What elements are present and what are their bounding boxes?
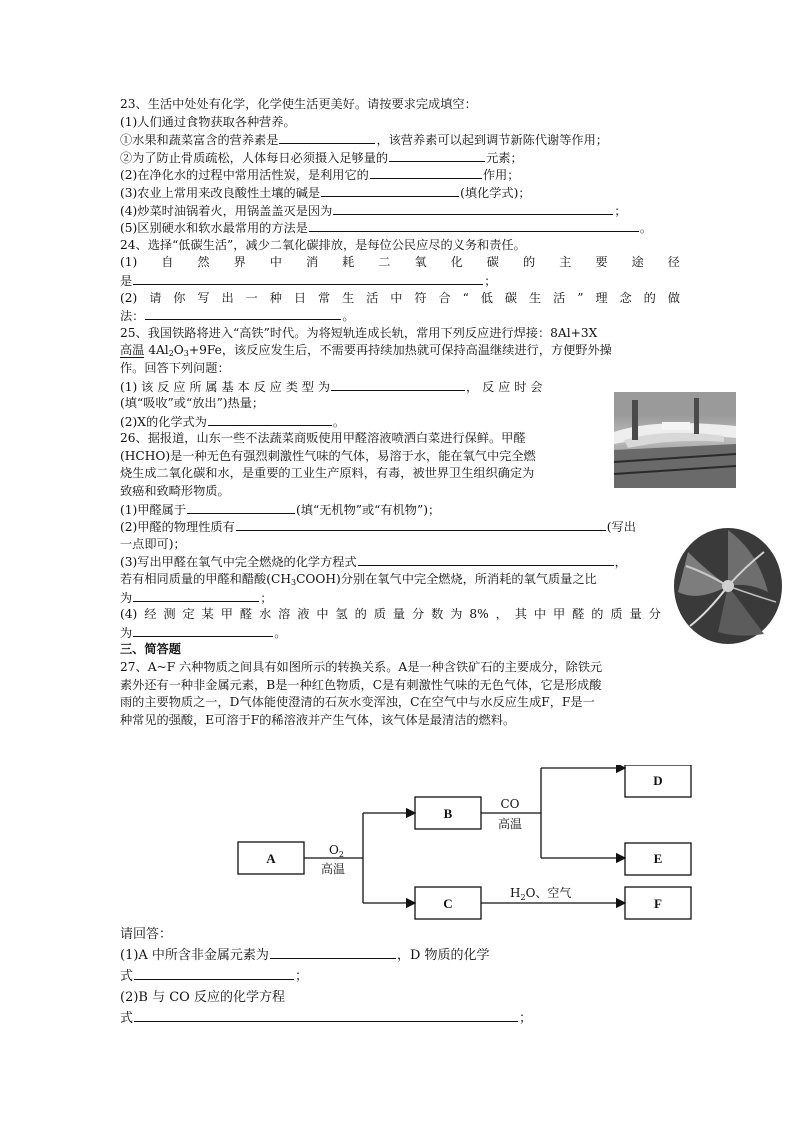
glyph: 碳	[486, 255, 499, 270]
q23-stem: 23、生活中处处有化学，化学使生活更美好。请按要求完成填空：	[120, 97, 477, 111]
glyph: 碳	[504, 290, 518, 305]
glyph: 水	[258, 607, 272, 622]
glyph: 理	[595, 290, 608, 305]
q27-stem-line3: 雨的主要物质之一，D气体能使澄清的石灰水变浑浊，C在空气中与水反应生成F，F是一	[120, 695, 595, 710]
answer-blank[interactable]	[145, 307, 341, 320]
glyph: 量	[392, 607, 406, 622]
q24-part2-cont: 法： 。	[120, 309, 355, 324]
q26-part3-cont2: 为 ；	[120, 590, 273, 605]
q24-part1-cont: 是 ；	[120, 273, 497, 288]
conversion-diagram	[235, 765, 705, 925]
glyph: 你	[173, 290, 186, 305]
answer-blank[interactable]	[133, 589, 259, 602]
glyph: 液	[297, 607, 310, 622]
answer-2: (2)B 与 CO 反应的化学方程	[120, 990, 285, 1005]
glyph: “	[462, 290, 469, 305]
glyph: 耗	[342, 255, 355, 270]
glyph: 定	[182, 607, 195, 622]
q24-part1	[120, 254, 680, 272]
glyph: 出	[221, 290, 234, 305]
glyph: ，	[495, 607, 508, 622]
glyph: 写	[197, 290, 210, 305]
glyph: 的	[522, 255, 536, 270]
glyph: 质	[610, 607, 623, 622]
q23-part3: (3)农业上常用来改良酸性土壤的碱是 (填化学式)；	[120, 185, 531, 200]
glyph: 氢	[335, 607, 348, 622]
q27-stem-line1: 27、A~F 六种物质之间具有如图所示的转换关系。A是一种含铁矿石的主要成分，除铁元	[120, 660, 603, 674]
glyph: 分	[648, 607, 661, 622]
glyph: 种	[269, 290, 282, 305]
label-b: B	[443, 806, 453, 821]
glyph: 然	[197, 255, 210, 270]
glyph: 甲	[220, 607, 233, 622]
answer-blank[interactable]	[208, 413, 332, 426]
glyph: 经	[144, 607, 157, 622]
answer-section	[120, 924, 680, 1029]
answer-blank[interactable]	[309, 219, 639, 232]
q23-part5: (5)区别硬水和软水最常用的方法是 。	[120, 221, 653, 236]
q25-part2: (2)X的化学式为 。	[120, 414, 346, 429]
glyph: 符	[414, 290, 427, 305]
answer-blank[interactable]	[133, 624, 273, 637]
glyph: 其	[514, 607, 527, 622]
glyph: 二	[378, 255, 391, 270]
q27-stem-line2: 素外还有一种非金属元素，B是一种红色物质，C是有刺激性气味的无色气体，它是形成酸	[120, 677, 602, 692]
q26-stem-line4: 致癌和致畸形物质。	[120, 484, 230, 499]
glyph: (4)	[120, 607, 138, 622]
glyph: 中	[390, 290, 403, 305]
answer-blank[interactable]	[270, 946, 396, 959]
q26-part3-cont: 若有相同质量的甲醛和醋酸$(CH_3COOH)$分别在氧气中完全燃烧，所消耗的氧气质量之比	[120, 572, 597, 588]
glyph: (1)	[120, 255, 138, 270]
q23-part1: (1)人们通过食物获取各种营养。	[120, 114, 296, 129]
glyph: 常	[317, 290, 331, 305]
glyph: (2)	[120, 290, 138, 305]
cond-high-temp-2: 高温	[497, 817, 523, 831]
answer-blank[interactable]	[279, 131, 375, 144]
answer-blank[interactable]	[321, 184, 459, 197]
glyph: 分	[411, 607, 425, 622]
q23-part1b: ②为了防止骨质疏松，人体每日必须摄入足够量的 元素；	[120, 150, 523, 165]
glyph: 要	[595, 255, 608, 270]
label-e: E	[653, 851, 663, 866]
glyph: 中	[316, 607, 329, 622]
glyph: 的	[643, 290, 656, 305]
q26-stem-line3: 烧生成二氧化碳和水，是重要的工业生产原料，有毒，被世界卫生组织确定为	[120, 466, 535, 481]
glyph: 生	[342, 290, 355, 305]
q25-part1-cont: (填“吸收”或“放出”)热量；	[120, 396, 265, 411]
glyph: 8%	[469, 607, 489, 622]
q25-stem-line1: 25、我国铁路将进入“高铁”时代。为将短轨连成长轨，常用下列反应进行焊接：8Al+3X	[120, 325, 598, 340]
glyph: 数	[431, 607, 444, 622]
answer-blank[interactable]	[134, 1009, 518, 1022]
q26-part4	[120, 606, 680, 624]
label-c: C	[443, 896, 453, 911]
glyph: 氧	[414, 255, 427, 270]
answer-blank[interactable]	[389, 149, 485, 162]
glyph: 化	[450, 255, 463, 270]
glyph: 途	[631, 255, 644, 270]
answer-blank[interactable]	[333, 202, 613, 215]
glyph: 径	[667, 255, 680, 270]
glyph: ”	[577, 290, 584, 305]
label-a: A	[266, 851, 276, 866]
glyph: 自	[161, 255, 174, 270]
glyph: 醛	[239, 607, 253, 622]
glyph: 为	[450, 607, 463, 622]
glyph: 测	[163, 607, 176, 622]
q26-part4-cont: 为 。	[120, 625, 287, 640]
answer-1: (1)A 中所含非金属元素为 ，D 物质的化学	[120, 948, 490, 963]
glyph: 的	[591, 607, 604, 622]
h2o-air-label: $H_2O$、空气	[510, 886, 572, 902]
q25-stem-line3: 作。回答下列问题：	[120, 360, 230, 375]
glyph: 低	[480, 290, 493, 305]
q26-part2-cont: 一点即可)；	[120, 536, 186, 551]
glyph: 请	[149, 290, 162, 305]
q26-part3: (3)写出甲醛在氧气中完全燃烧的化学方程式 ，	[120, 555, 627, 570]
o2-label: $O_2$	[329, 843, 344, 859]
answer-1-cont: 式 ；	[120, 969, 309, 984]
glyph: 醛	[572, 607, 585, 622]
answer-blank[interactable]	[331, 378, 465, 391]
glyph: 做	[667, 290, 680, 305]
glyph: 界	[233, 255, 246, 270]
glyph: 溶	[278, 607, 291, 622]
glyph: 中	[269, 255, 282, 270]
q23-part4: (4)炒菜时油锅着火，用锅盖盖灭是因为 ；	[120, 203, 627, 218]
answer-blank[interactable]	[358, 553, 614, 566]
label-f: F	[654, 896, 662, 911]
glyph: 生	[528, 290, 542, 305]
answer-2-cont: 式 ；	[120, 1011, 533, 1026]
q27-stem-line4: 种常见的强酸，E可溶于F的稀溶液并产生气体，该气体是最清洁的燃料。	[120, 712, 516, 727]
glyph: 活	[366, 290, 379, 305]
glyph: 中	[533, 607, 547, 622]
q25-stem-line2: 高温 $4Al_2O_3+9Fe$，该反应发生后，不需要再持续加热就可保持高温继续进行，方便野外操	[120, 343, 612, 359]
section-title: 三、简答题	[120, 642, 181, 657]
glyph: 合	[438, 290, 451, 305]
glyph: 主	[559, 255, 572, 270]
answer-blank[interactable]	[134, 967, 294, 980]
q24-part2	[120, 290, 680, 308]
answers-intro: 请回答：	[120, 927, 173, 942]
answer-blank[interactable]	[187, 501, 295, 514]
cabbage-photo	[668, 522, 786, 646]
q23-part2: (2)在净化水的过程中常用活性炭，是利用它的 作用；	[120, 168, 520, 183]
q26-part2: (2)甲醛的物理性质有 (写出	[120, 520, 636, 535]
q26-stem-line1: 26、据报道，山东一些不法蔬菜商贩使用甲醛溶液喷洒白菜进行保鲜。甲醛	[120, 431, 526, 446]
glyph: 甲	[552, 607, 566, 622]
worksheet-body	[120, 96, 680, 729]
glyph: 活	[553, 290, 566, 305]
glyph: 量	[629, 607, 642, 622]
glyph: 质	[373, 607, 386, 622]
answer-blank[interactable]	[236, 518, 606, 531]
answer-blank[interactable]	[133, 272, 483, 285]
co-label: CO	[500, 797, 520, 811]
q23-part1a: ①水果和蔬菜富含的营养素是 ，该营养素可以起到调节新陈代谢等作用；	[120, 133, 608, 148]
q25-part1: (1) 该 反 应 所 属 基 本 反 应 类 型 为 ， 反 应 时 会	[120, 379, 543, 394]
answer-blank[interactable]	[370, 166, 482, 179]
glyph: 的	[354, 607, 367, 622]
q26-stem-line2: (HCHO)是一种无色有强烈刺激性气味的气体，易溶于水，能在氧气中完全燃	[120, 448, 536, 463]
glyph: 一	[245, 290, 258, 305]
high-speed-train-photo	[614, 392, 736, 488]
label-d: D	[653, 773, 663, 788]
cond-high-temp-1: 高温	[320, 862, 346, 876]
glyph: 某	[201, 607, 214, 622]
q24-stem: 24、选择“低碳生活”，减少二氧化碳排放，是每位公民应尽的义务和责任。	[120, 237, 526, 252]
glyph: 日	[293, 290, 307, 305]
q26-part1: (1)甲醛属于 (填“无机物”或“有机物”)；	[120, 502, 441, 517]
reaction-condition: 高温	[120, 343, 145, 358]
glyph: 消	[305, 255, 319, 270]
glyph: 念	[619, 290, 632, 305]
